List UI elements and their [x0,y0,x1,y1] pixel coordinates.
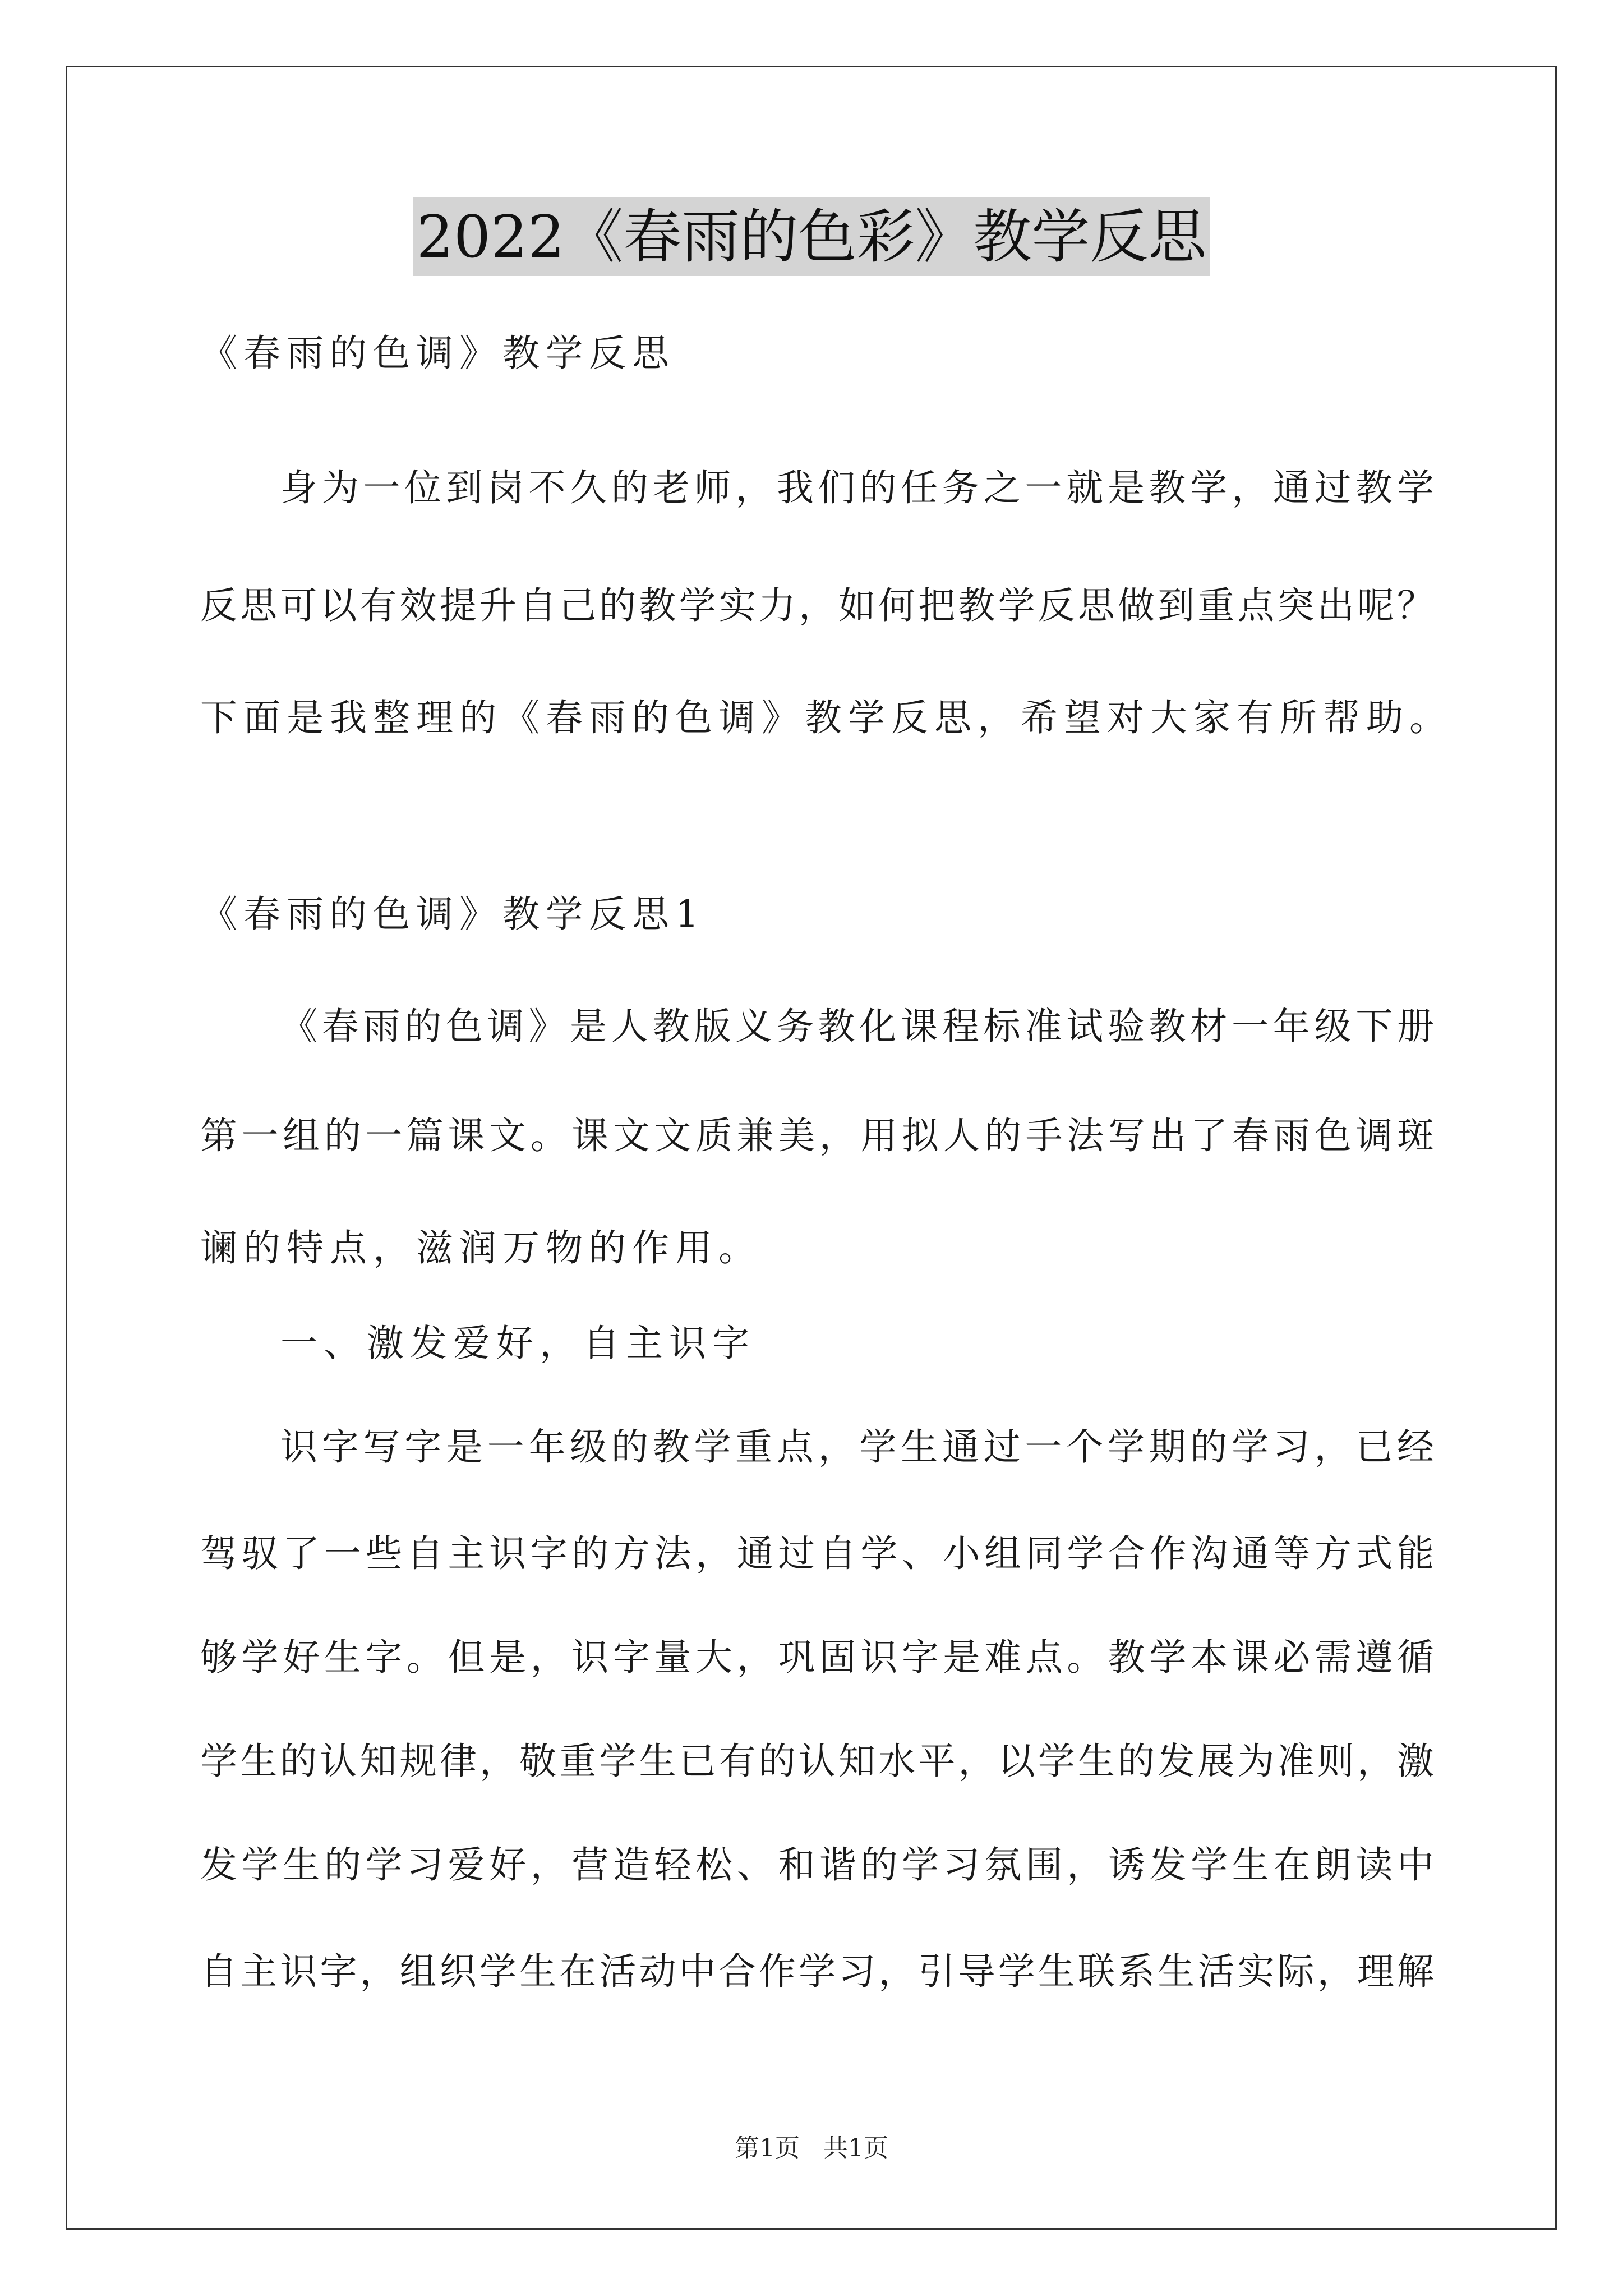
para1-line-2: 第一组的一篇课文。课文文质兼美，用拟人的手法写出了春雨色调斑 [200,1114,1434,1157]
point1-heading: 一、激发爱好，自主识字 [280,1322,755,1365]
para2-line-6: 自主识字，组织学生在活动中合作学习，引导学生联系生活实际，理解 [200,1950,1434,1993]
page-total: 共1页 [823,2134,888,2162]
document-title: 2022《春雨的色彩》教学反思 [413,197,1210,276]
para2-line-2: 驾驭了一些自主识字的方法，通过自学、小组同学合作沟通等方式能 [200,1532,1434,1575]
subtitle: 《春雨的色调》教学反思 [200,332,675,375]
para2-line-3: 够学好生字。但是，识字量大，巩固识字是难点。教学本课必需遵循 [200,1636,1434,1679]
page-number: 第1页 [735,2134,800,2162]
para2-line-5: 发学生的学习爱好，营造轻松、和谐的学习氛围，诱发学生在朗读中 [200,1843,1434,1887]
intro-line-2: 反思可以有效提升自己的教学实力，如何把教学反思做到重点突出呢？ [200,584,1434,627]
para1-line-1: 《春雨的色调》是人教版义务教化课程标准试验教材一年级下册 [280,1005,1434,1048]
para1-line-3: 谰的特点，滋润万物的作用。 [200,1226,762,1269]
page-footer [0,2132,1623,2165]
intro-line-1: 身为一位到岗不久的老师，我们的任务之一就是教学，通过教学 [280,466,1434,509]
intro-line-3: 下面是我整理的《春雨的色调》教学反思，希望对大家有所帮助。 [200,696,1453,739]
para2-line-1: 识字写字是一年级的教学重点，学生通过一个学期的学习，已经 [280,1425,1434,1469]
para2-line-4: 学生的认知规律，敬重学生已有的认知水平，以学生的发展为准则，激 [200,1740,1434,1783]
section-heading: 《春雨的色调》教学反思1 [200,892,705,936]
document-title-wrap [0,197,1623,276]
